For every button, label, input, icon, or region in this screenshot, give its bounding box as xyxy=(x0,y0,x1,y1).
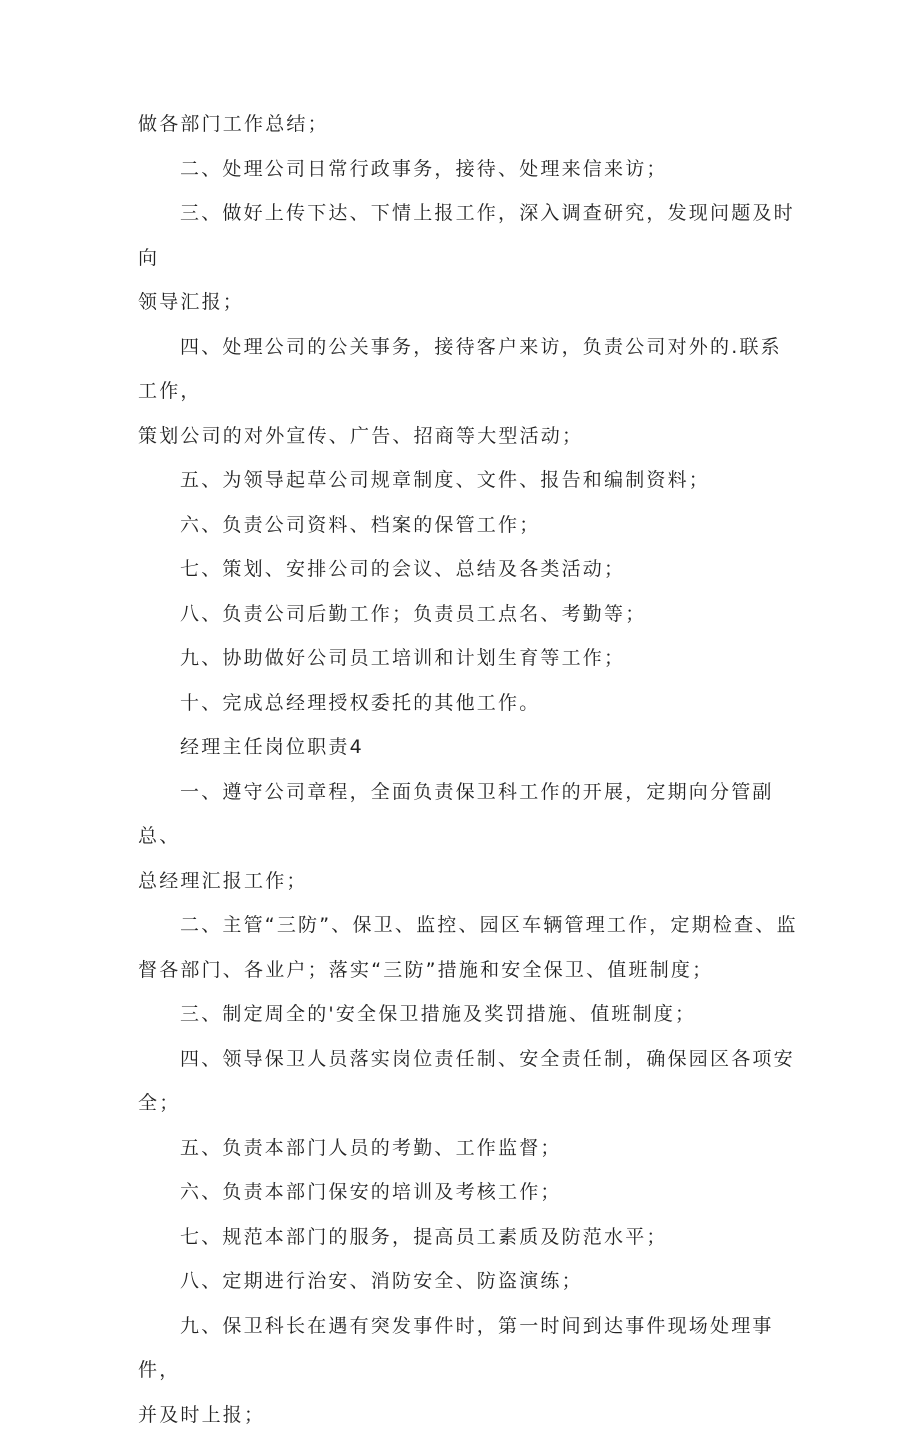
paragraph-line: 八、负责公司后勤工作；负责员工点名、考勤等； xyxy=(180,603,646,625)
paragraph xyxy=(138,547,798,592)
section-heading-text: 经理主任岗位职责4 xyxy=(180,736,364,758)
paragraph-line: 五、为领导起草公司规章制度、文件、报告和编制资料； xyxy=(180,469,710,491)
paragraph xyxy=(138,458,798,503)
paragraph-line: 督各部门、各业户；落实“三防”措施和安全保卫、值班制度； xyxy=(96,948,798,993)
paragraph xyxy=(138,770,798,904)
section-heading xyxy=(138,725,798,770)
paragraph-line: 九、保卫科长在遇有突发事件时，第一时间到达事件现场处理事件， xyxy=(138,1315,774,1382)
paragraph xyxy=(138,681,798,726)
paragraph xyxy=(138,1304,798,1437)
paragraph-line: 四、领导保卫人员落实岗位责任制、安全责任制，确保园区各项安全； xyxy=(138,1048,795,1115)
paragraph xyxy=(138,1126,798,1171)
paragraph-line: 五、负责本部门人员的考勤、工作监督； xyxy=(180,1137,562,1159)
paragraph xyxy=(138,147,798,192)
document-body xyxy=(138,102,798,1437)
paragraph xyxy=(138,325,798,459)
paragraph-line: 并及时上报； xyxy=(96,1393,798,1437)
paragraph-line: 九、协助做好公司员工培训和计划生育等工作； xyxy=(180,647,625,669)
paragraph-line: 六、负责本部门保安的培训及考核工作； xyxy=(180,1181,562,1203)
paragraph-line: 六、负责公司资料、档案的保管工作； xyxy=(180,514,540,536)
paragraph-line: 三、做好上传下达、下情上报工作，深入调查研究，发现问题及时向 xyxy=(138,202,795,269)
paragraph xyxy=(138,992,798,1037)
paragraph-line: 一、遵守公司章程，全面负责保卫科工作的开展，定期向分管副总、 xyxy=(138,781,774,848)
paragraph xyxy=(138,191,798,325)
paragraph xyxy=(138,1037,798,1126)
paragraph-line: 总经理汇报工作； xyxy=(96,859,798,904)
paragraph-line: 十、完成总经理授权委托的其他工作。 xyxy=(180,692,540,714)
paragraph xyxy=(138,592,798,637)
paragraph xyxy=(138,1170,798,1215)
paragraph-line: 二、处理公司日常行政事务，接待、处理来信来访； xyxy=(180,158,668,180)
paragraph-line: 四、处理公司的公关事务，接待客户来访，负责公司对外的.联系工作， xyxy=(138,336,782,403)
paragraph-line: 领导汇报； xyxy=(96,280,798,325)
paragraph-line: 做各部门工作总结； xyxy=(138,113,329,135)
paragraph xyxy=(138,102,798,147)
paragraph-line: 二、主管“三防”、保卫、监控、园区车辆管理工作，定期检查、监 xyxy=(180,914,798,936)
paragraph-line: 八、定期进行治安、消防安全、防盗演练； xyxy=(180,1270,583,1292)
paragraph-line: 七、规范本部门的服务，提高员工素质及防范水平； xyxy=(180,1226,668,1248)
paragraph-line: 策划公司的对外宣传、广告、招商等大型活动； xyxy=(96,414,798,459)
paragraph xyxy=(138,1259,798,1304)
paragraph xyxy=(138,903,798,992)
paragraph xyxy=(138,503,798,548)
paragraph-line: 三、制定周全的'安全保卫措施及奖罚措施、值班制度； xyxy=(180,1003,696,1025)
paragraph-line: 七、策划、安排公司的会议、总结及各类活动； xyxy=(180,558,625,580)
paragraph xyxy=(138,1215,798,1260)
paragraph xyxy=(138,636,798,681)
